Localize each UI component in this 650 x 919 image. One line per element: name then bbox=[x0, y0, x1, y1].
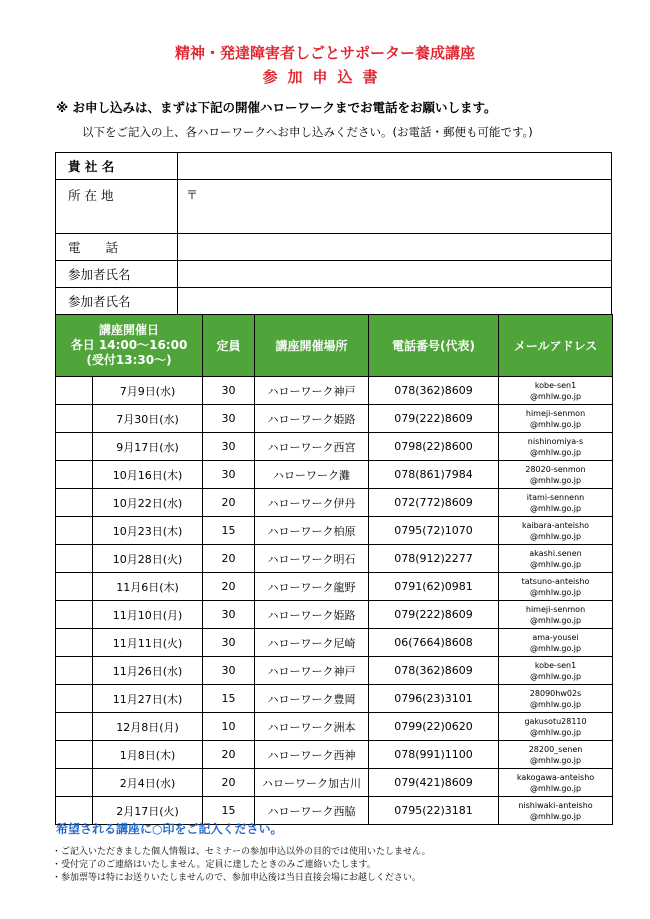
venue-cell: ハローワーク西脇 bbox=[255, 797, 369, 825]
date-cell: 11月6日(木) bbox=[93, 573, 203, 601]
email-cell bbox=[499, 433, 613, 461]
selection-cell[interactable] bbox=[56, 713, 93, 741]
email-user: kobe-sen1 bbox=[534, 660, 577, 670]
capacity-cell: 20 bbox=[203, 769, 255, 797]
email-cell bbox=[499, 797, 613, 825]
email-cell bbox=[499, 461, 613, 489]
participant-field[interactable] bbox=[178, 288, 612, 315]
email-cell bbox=[499, 713, 613, 741]
selection-cell[interactable] bbox=[56, 489, 93, 517]
selection-cell[interactable] bbox=[56, 461, 93, 489]
selection-cell[interactable] bbox=[56, 769, 93, 797]
selection-cell[interactable] bbox=[56, 573, 93, 601]
email-cell bbox=[499, 545, 613, 573]
capacity-cell: 30 bbox=[203, 405, 255, 433]
email-domain: @mhlw.go.jp bbox=[529, 531, 582, 541]
email-domain: @mhlw.go.jp bbox=[529, 727, 582, 737]
company-label: 貴 社 名 bbox=[56, 153, 178, 180]
selection-cell[interactable] bbox=[56, 685, 93, 713]
email-domain: @mhlw.go.jp bbox=[529, 587, 582, 597]
selection-cell[interactable] bbox=[56, 545, 93, 573]
selection-cell[interactable] bbox=[56, 741, 93, 769]
selection-cell[interactable] bbox=[56, 377, 93, 405]
note-item: ・受付完了のご連絡はいたしません。定員に達したときのみご連絡いたします。 bbox=[52, 860, 376, 870]
venue-cell: ハローワーク明石 bbox=[255, 545, 369, 573]
venue-cell: ハローワーク姫路 bbox=[255, 405, 369, 433]
table-row bbox=[56, 657, 613, 685]
email-cell bbox=[499, 685, 613, 713]
phone-cell: 079(222)8609 bbox=[369, 601, 499, 629]
venue-cell: ハローワーク洲本 bbox=[255, 713, 369, 741]
phone-cell: 078(991)1100 bbox=[369, 741, 499, 769]
table-row bbox=[56, 377, 613, 405]
postal-mark: 〒 bbox=[186, 188, 199, 202]
selection-cell[interactable] bbox=[56, 517, 93, 545]
header-venue: 講座開催場所 bbox=[255, 315, 369, 377]
phone-cell: 078(861)7984 bbox=[369, 461, 499, 489]
table-row bbox=[56, 545, 613, 573]
capacity-cell: 20 bbox=[203, 545, 255, 573]
email-domain: @mhlw.go.jp bbox=[529, 643, 582, 653]
capacity-cell: 15 bbox=[203, 685, 255, 713]
participant-label: 参加者氏名 bbox=[56, 288, 178, 315]
date-cell: 7月9日(水) bbox=[93, 377, 203, 405]
email-cell bbox=[499, 405, 613, 433]
phone-cell: 079(222)8609 bbox=[369, 405, 499, 433]
date-cell: 10月22日(水) bbox=[93, 489, 203, 517]
date-cell: 12月8日(月) bbox=[93, 713, 203, 741]
email-cell bbox=[499, 601, 613, 629]
date-cell: 10月23日(木) bbox=[93, 517, 203, 545]
participant-label: 参加者氏名 bbox=[56, 261, 178, 288]
email-cell bbox=[499, 489, 613, 517]
email-domain: @mhlw.go.jp bbox=[529, 699, 582, 709]
email-cell bbox=[499, 629, 613, 657]
email-user: himeji-senmon bbox=[525, 408, 586, 418]
email-cell bbox=[499, 573, 613, 601]
email-domain: @mhlw.go.jp bbox=[529, 391, 582, 401]
phone-field[interactable] bbox=[178, 234, 612, 261]
email-user: nishiwaki-anteisho bbox=[518, 800, 593, 810]
capacity-cell: 30 bbox=[203, 461, 255, 489]
email-user: gakusotu28110 bbox=[524, 716, 587, 726]
capacity-cell: 20 bbox=[203, 489, 255, 517]
email-user: itami-sennenn bbox=[526, 492, 585, 502]
email-user: kakogawa-anteisho bbox=[516, 772, 595, 782]
email-user: nishinomiya-s bbox=[527, 436, 584, 446]
phone-cell: 0791(62)0981 bbox=[369, 573, 499, 601]
date-cell: 11月10日(月) bbox=[93, 601, 203, 629]
selection-cell[interactable] bbox=[56, 657, 93, 685]
selection-cell[interactable] bbox=[56, 433, 93, 461]
table-row bbox=[56, 433, 613, 461]
capacity-cell: 30 bbox=[203, 601, 255, 629]
email-domain: @mhlw.go.jp bbox=[529, 755, 582, 765]
header-date-time: 各日 14:00～16:00 bbox=[70, 338, 188, 352]
venue-cell: ハローワーク尼崎 bbox=[255, 629, 369, 657]
phone-cell: 078(362)8609 bbox=[369, 377, 499, 405]
header-email: メールアドレス bbox=[499, 315, 613, 377]
venue-cell: ハローワーク豊岡 bbox=[255, 685, 369, 713]
capacity-cell: 30 bbox=[203, 657, 255, 685]
phone-cell: 078(362)8609 bbox=[369, 657, 499, 685]
email-domain: @mhlw.go.jp bbox=[529, 475, 582, 485]
capacity-cell: 30 bbox=[203, 629, 255, 657]
email-user: kobe-sen1 bbox=[534, 380, 577, 390]
date-cell: 7月30日(水) bbox=[93, 405, 203, 433]
header-date bbox=[56, 315, 203, 377]
email-domain: @mhlw.go.jp bbox=[529, 447, 582, 457]
table-row bbox=[56, 769, 613, 797]
form-subtitle: 参加申込書 bbox=[262, 68, 388, 86]
phone-notice: ※ お申し込みは、まずは下記の開催ハローワークまでお電話をお願いします。 bbox=[56, 100, 497, 115]
email-user: himeji-senmon bbox=[525, 604, 586, 614]
email-cell bbox=[499, 657, 613, 685]
date-cell: 10月16日(木) bbox=[93, 461, 203, 489]
phone-cell: 0799(22)0620 bbox=[369, 713, 499, 741]
capacity-cell: 20 bbox=[203, 573, 255, 601]
email-domain: @mhlw.go.jp bbox=[529, 559, 582, 569]
capacity-cell: 10 bbox=[203, 713, 255, 741]
date-cell: 10月28日(火) bbox=[93, 545, 203, 573]
header-date-title: 講座開催日 bbox=[99, 323, 160, 337]
email-domain: @mhlw.go.jp bbox=[529, 615, 582, 625]
email-domain: @mhlw.go.jp bbox=[529, 783, 582, 793]
date-cell: 2月4日(水) bbox=[93, 769, 203, 797]
date-cell: 11月27日(木) bbox=[93, 685, 203, 713]
table-row bbox=[56, 601, 613, 629]
email-user: ama-yousei bbox=[532, 632, 579, 642]
email-cell bbox=[499, 377, 613, 405]
phone-cell: 072(772)8609 bbox=[369, 489, 499, 517]
email-cell bbox=[499, 741, 613, 769]
capacity-cell: 30 bbox=[203, 433, 255, 461]
email-domain: @mhlw.go.jp bbox=[529, 811, 582, 821]
selection-cell[interactable] bbox=[56, 405, 93, 433]
table-row bbox=[56, 517, 613, 545]
header-date-reception: (受付13:30～) bbox=[86, 353, 172, 367]
table-row bbox=[56, 685, 613, 713]
table-row bbox=[56, 713, 613, 741]
address-label: 所 在 地 bbox=[56, 180, 178, 234]
venue-cell: ハローワーク神戸 bbox=[255, 657, 369, 685]
table-row bbox=[56, 489, 613, 517]
table-row bbox=[56, 405, 613, 433]
email-cell bbox=[499, 769, 613, 797]
header-capacity: 定員 bbox=[203, 315, 255, 377]
phone-cell: 0795(22)3181 bbox=[369, 797, 499, 825]
date-cell: 2月17日(火) bbox=[93, 797, 203, 825]
phone-cell: 078(912)2277 bbox=[369, 545, 499, 573]
phone-cell: 0796(23)3101 bbox=[369, 685, 499, 713]
email-user: 28200_senen bbox=[528, 744, 583, 754]
capacity-cell: 15 bbox=[203, 517, 255, 545]
participant-field[interactable] bbox=[178, 261, 612, 288]
email-user: 28090hw02s bbox=[529, 688, 582, 698]
selection-cell[interactable] bbox=[56, 601, 93, 629]
venue-cell: ハローワーク神戸 bbox=[255, 377, 369, 405]
table-row bbox=[56, 629, 613, 657]
note-item: ・ご記入いただきました個人情報は、セミナーの参加申込以外の目的では使用いたしません。 bbox=[52, 847, 431, 857]
capacity-cell: 30 bbox=[203, 377, 255, 405]
email-domain: @mhlw.go.jp bbox=[529, 503, 582, 513]
venue-cell: ハローワーク加古川 bbox=[255, 769, 369, 797]
email-cell bbox=[499, 517, 613, 545]
email-user: tatsuno-anteisho bbox=[521, 576, 590, 586]
table-row bbox=[56, 461, 613, 489]
phone-cell: 06(7664)8608 bbox=[369, 629, 499, 657]
date-cell: 11月26日(水) bbox=[93, 657, 203, 685]
phone-cell: 079(421)8609 bbox=[369, 769, 499, 797]
notes bbox=[52, 846, 431, 885]
date-cell: 9月17日(水) bbox=[93, 433, 203, 461]
email-domain: @mhlw.go.jp bbox=[529, 419, 582, 429]
phone-cell: 0798(22)8600 bbox=[369, 433, 499, 461]
email-user: 28020-senmon bbox=[525, 464, 586, 474]
application-instructions: 以下をご記入の上、各ハローワークへお申し込みください。(お電話・郵便も可能です。) bbox=[82, 125, 533, 139]
capacity-cell: 20 bbox=[203, 741, 255, 769]
table-row bbox=[56, 741, 613, 769]
venue-cell: ハローワーク西宮 bbox=[255, 433, 369, 461]
table-row bbox=[56, 573, 613, 601]
phone-label: 電 話 bbox=[56, 234, 178, 261]
email-domain: @mhlw.go.jp bbox=[529, 671, 582, 681]
venue-cell: ハローワーク灘 bbox=[255, 461, 369, 489]
venue-cell: ハローワーク西神 bbox=[255, 741, 369, 769]
schedule-table bbox=[55, 314, 613, 825]
address-field[interactable] bbox=[178, 180, 612, 234]
capacity-cell: 15 bbox=[203, 797, 255, 825]
header-phone: 電話番号(代表) bbox=[369, 315, 499, 377]
form-title: 精神・発達障害者しごとサポーター養成講座 bbox=[174, 44, 475, 62]
date-cell: 1月8日(木) bbox=[93, 741, 203, 769]
venue-cell: ハローワーク姫路 bbox=[255, 601, 369, 629]
venue-cell: ハローワーク柏原 bbox=[255, 517, 369, 545]
applicant-info-table bbox=[55, 152, 612, 315]
date-cell: 11月11日(火) bbox=[93, 629, 203, 657]
venue-cell: ハローワーク龍野 bbox=[255, 573, 369, 601]
phone-cell: 0795(72)1070 bbox=[369, 517, 499, 545]
email-user: kaibara-anteisho bbox=[521, 520, 590, 530]
venue-cell: ハローワーク伊丹 bbox=[255, 489, 369, 517]
note-item: ・参加票等は特にお送りいたしませんので、参加申込後は当日直接会場にお越しください。 bbox=[52, 873, 421, 883]
company-field[interactable] bbox=[178, 153, 612, 180]
circle-hint: 希望される講座に○印をご記入ください。 bbox=[56, 822, 283, 836]
selection-cell[interactable] bbox=[56, 629, 93, 657]
email-user: akashi.senen bbox=[529, 548, 582, 558]
